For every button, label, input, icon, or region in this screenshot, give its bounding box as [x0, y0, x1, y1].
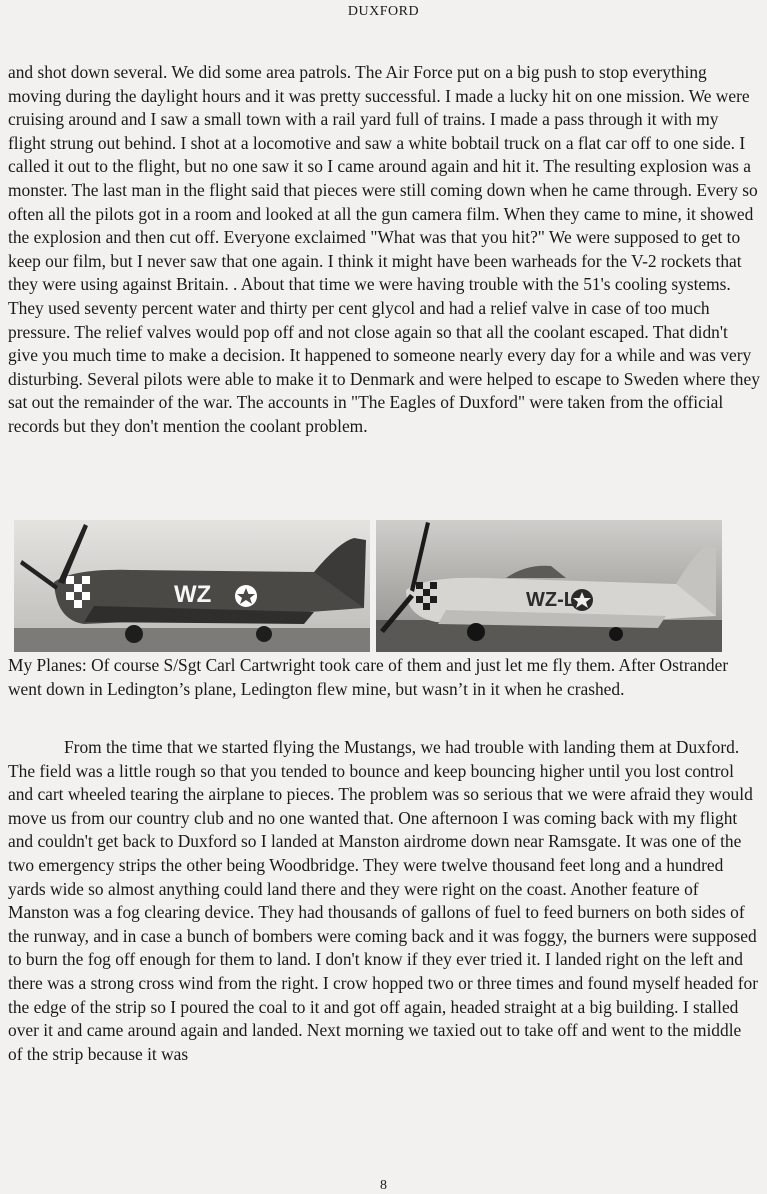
right-plane-marking: WZ-L: [526, 589, 576, 611]
photo-caption: My Planes: Of course S/Sgt Carl Cartwright took care of them and just let me fly them. After Ostrander went down in Ledington’s plane, Ledington flew mine, but wasn’t in it when he crashed.: [8, 655, 729, 699]
p51-mustang-photo: [376, 520, 722, 652]
body-paragraph-2: From the time that we started flying the Mustangs, we had trouble with landing them at Duxford. The field was a little rough so that you tended to bounce and keep bouncing higher until you lost control and cart wheeled tearing the airplane to pieces. The problem was so serious that we were afraid they would move us from our country club and no one wanted that. One afternoon I was coming back with my flight and couldn't get back to Duxford so I landed at Manston airdrome down near Ramsgate. It was one of the two emergency strips the other being Woodbridge. They were twelve thousand feet long and a hundred yards wide so almost anything could land there and they were right on the coast. Another feature of Manston was a fog clearing device. They had thousands of gallons of fuel to feed burners on both sides of the runway, and in case a bunch of bombers were coming back and it was foggy, the burners were supposed to burn the fog off enough for them to land. I don't know if they ever tried it. I landed right on the left and there was a strong cross wind from the right. I crow hopped two or three times and found myself headed for the edge of the strip so I poured the coal to it and got off again, headed straight at a big building. I stalled over it and came around again and landed. Next morning we taxied out to take off and went to the middle of the strip because it was: [8, 737, 759, 1064]
p51-mustang-image: [376, 520, 722, 652]
left-plane-marking: WZ: [174, 581, 212, 608]
p47-thunderbolt-image: [14, 520, 370, 652]
photo-row: [14, 520, 722, 652]
page-number: 8: [380, 1178, 387, 1193]
page-header: DUXFORD: [347, 4, 420, 19]
p47-thunderbolt-photo: [14, 520, 370, 652]
body-paragraph-1: and shot down several. We did some area patrols. The Air Force put on a big push to stop everything moving during the daylight hours and it was pretty successful. I made a lucky hit on one mission. We were cruising around and I saw a small town with a rail yard full of trains. I made a pass through it with my flight strung out behind. I shot at a locomotive and saw a white bobtail truck on a flat car off to one side. I called it out to the flight, but no one saw it so I came around again and hit it. The resulting explosion was a monster. The last man in the flight said that pieces were still coming down when he came through. Every so often all the pilots got in a room and looked at all the gun camera film. When they came to mine, it showed the explosion and then cut off. Everyone exclaimed "What was that you hit?" We were supposed to get to keep our film, but I never saw that one again. I think it might have been warheads for the V-2 rockets that they were using against Britain. . About that time we were having trouble with the 51's cooling systems. They used seventy percent water and thirty per cent glycol and had a relief valve in case of too much pressure. The relief valves would pop off and not close again so that all the coolant escaped. That didn't give you much time to make a decision. It happened to someone nearly every day for a while and was very disturbing. Several pilots were able to make it to Denmark and were helped to escape to Sweden where they sat out the remainder of the war. The accounts in "The Eagles of Duxford" were taken from the official records but they don't mention the coolant problem.: [8, 62, 760, 436]
